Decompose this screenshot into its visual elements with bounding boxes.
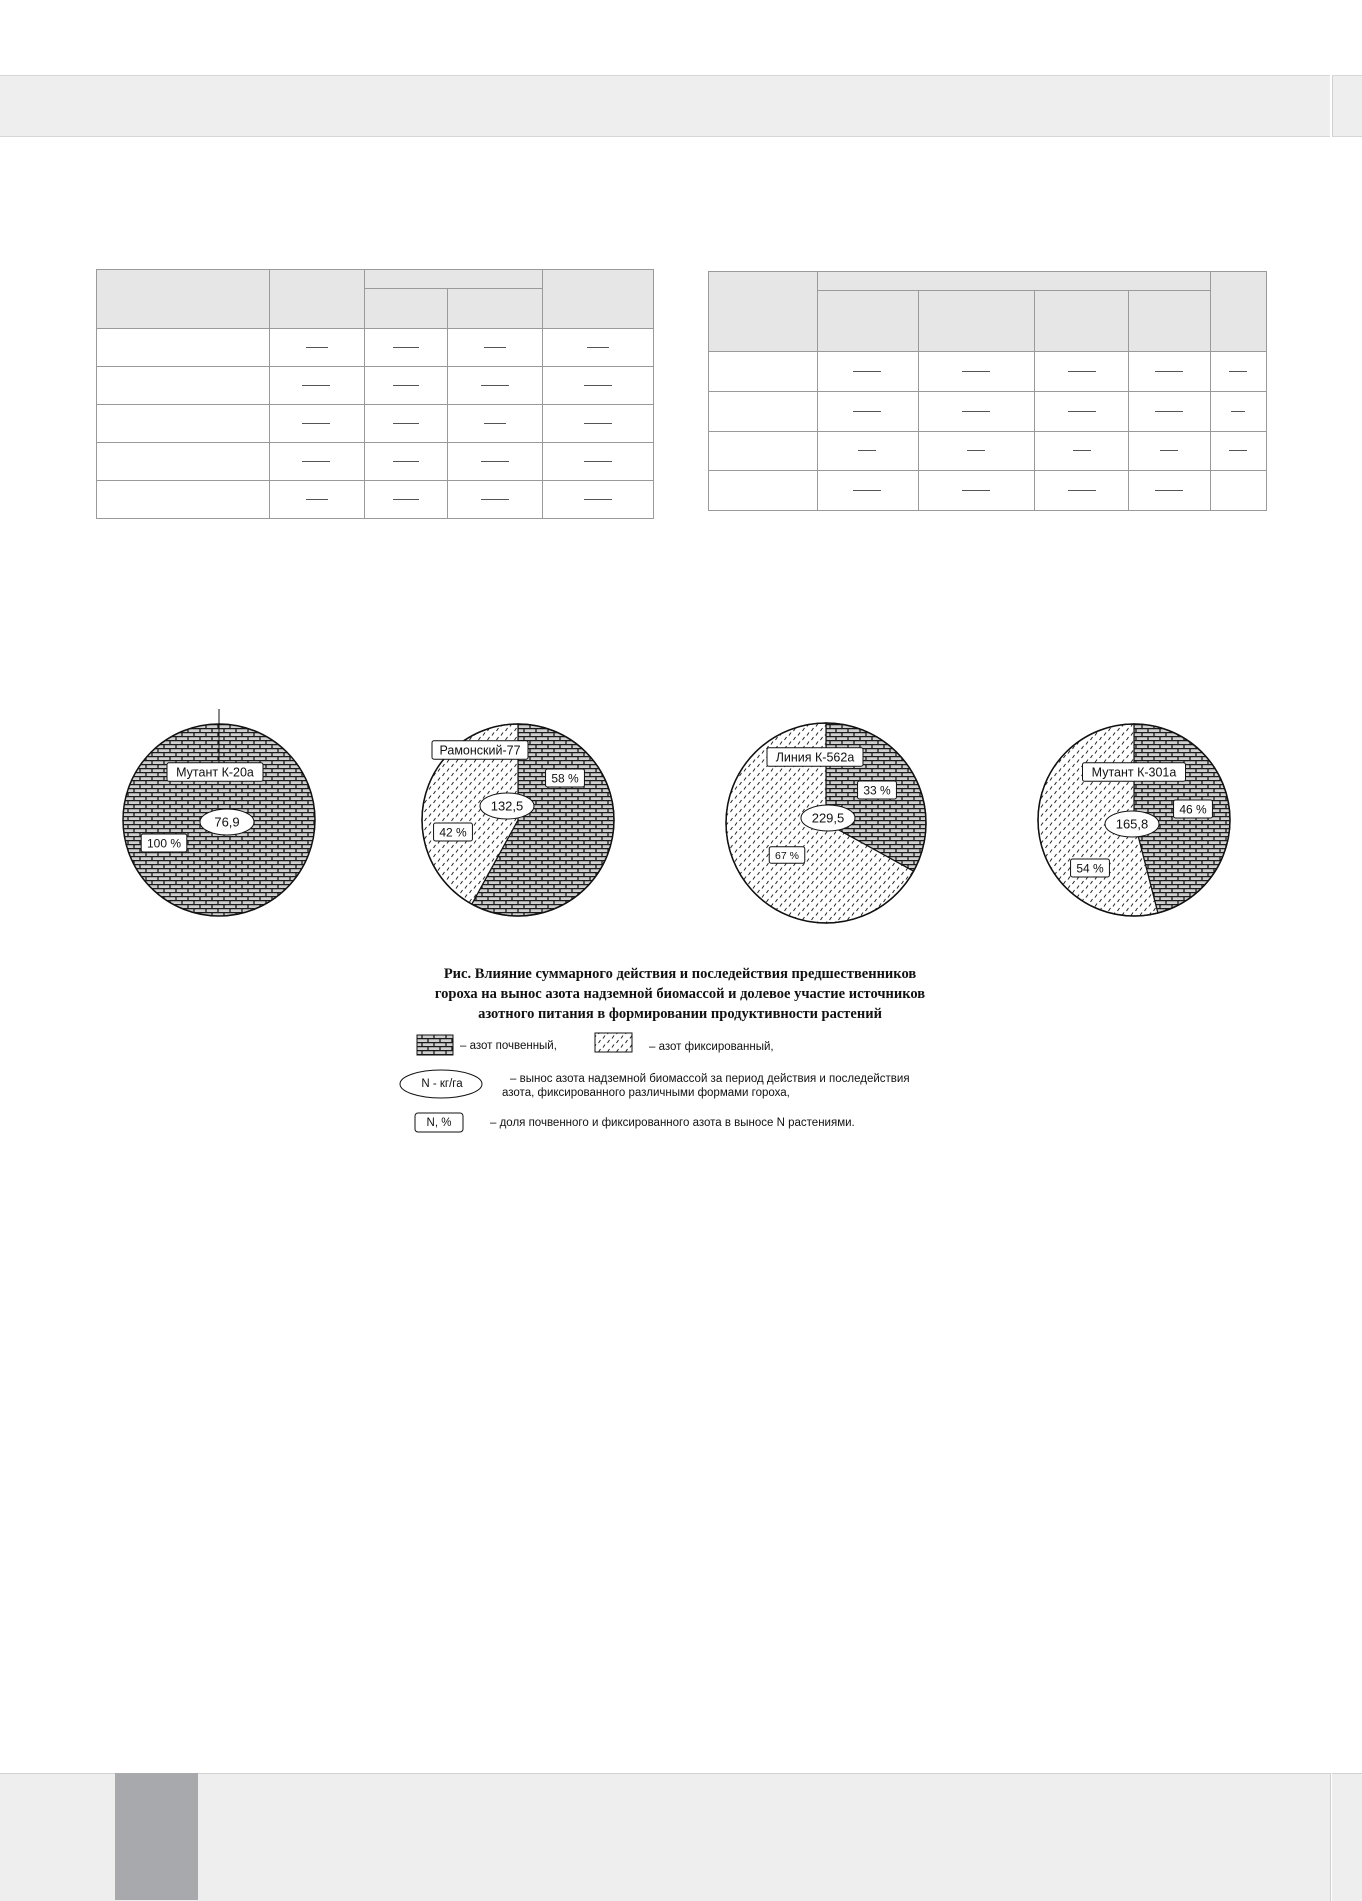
legend-box-label: N, %: [426, 1117, 452, 1129]
table-left: [96, 269, 654, 519]
caption-line-2: гороха на вынос азота надземной биомассой и долевое участие источников: [434, 986, 926, 1002]
pie-chart-4: [1038, 724, 1230, 916]
legend-fixed-swatch: [595, 1033, 632, 1052]
pie-percent-label: [546, 769, 585, 787]
pie-center-text: 229,5: [811, 810, 845, 826]
figure-caption: [330, 964, 1030, 1024]
pie-percent-label: [858, 781, 897, 799]
pie-percent-label: [141, 834, 187, 852]
pie-title-label-text: Мутант К-301а: [1091, 765, 1177, 780]
pie-percent-label-text: 58 %: [551, 771, 579, 786]
legend-oval-text-2: азота, фиксированного различными формами гороха,: [502, 1087, 790, 1099]
legend-oval-label: N - кг/га: [421, 1078, 463, 1090]
pie-percent-label: [769, 847, 805, 864]
legend-oval-text-1: – вынос азота надземной биомассой за период действия и последействия: [510, 1073, 910, 1085]
pie-center-value: [200, 809, 254, 835]
legend-fixed-text: – азот фиксированный,: [649, 1041, 774, 1053]
pie-center-value: [480, 793, 534, 819]
pie-title-label: [1083, 763, 1186, 782]
page-footer-band: [0, 1773, 1331, 1901]
legend-box-text: – доля почвенного и фиксированного азота в выносе N растениями.: [490, 1117, 855, 1129]
page-header-band: [0, 75, 1330, 137]
figure-legend: [390, 1030, 1010, 1140]
page-footer-band-edge: [1332, 1773, 1362, 1901]
pie-charts: [0, 700, 1362, 940]
pie-chart-3: [726, 723, 926, 923]
pie-percent-label-text: 42 %: [439, 825, 467, 840]
caption-line-1: Рис. Влияние суммарного действия и последействия предшественников: [443, 966, 917, 982]
pie-percent-label-text: 67 %: [775, 849, 799, 862]
pie-center-text: 165,8: [1115, 816, 1149, 832]
pie-percent-label-text: 33 %: [863, 783, 891, 798]
pie-percent-label-text: 54 %: [1076, 861, 1104, 876]
pie-chart-2: [422, 724, 614, 916]
pie-percent-label: [1174, 800, 1213, 818]
page-number-block: [115, 1773, 198, 1900]
pie-center-text: 76,9: [214, 814, 240, 830]
table-right: [708, 271, 1267, 511]
legend-soil-text: – азот почвенный,: [460, 1040, 557, 1052]
pie-title-label-text: Линия К-562а: [775, 750, 855, 765]
pie-percent-label-text: 100 %: [146, 836, 182, 851]
pie-center-value: [1105, 811, 1159, 837]
pie-percent-label-text: 46 %: [1179, 802, 1207, 817]
page-header-band-edge: [1332, 75, 1362, 137]
pie-title-label: [167, 763, 263, 782]
pie-title-label-text: Мутант К-20а: [176, 765, 254, 780]
pie-title-label-text: Рамонский-77: [439, 743, 521, 758]
pie-title-label: [432, 741, 528, 760]
pie-percent-label: [1071, 859, 1110, 877]
caption-line-3: азотного питания в формировании продуктивности растений: [478, 1006, 882, 1022]
pie-percent-label: [434, 823, 473, 841]
pie-chart-1: [123, 709, 315, 916]
pie-center-value: [801, 805, 855, 831]
pie-title-label: [767, 748, 863, 767]
pie-center-text: 132,5: [490, 798, 524, 814]
legend-soil-swatch: [417, 1035, 453, 1055]
